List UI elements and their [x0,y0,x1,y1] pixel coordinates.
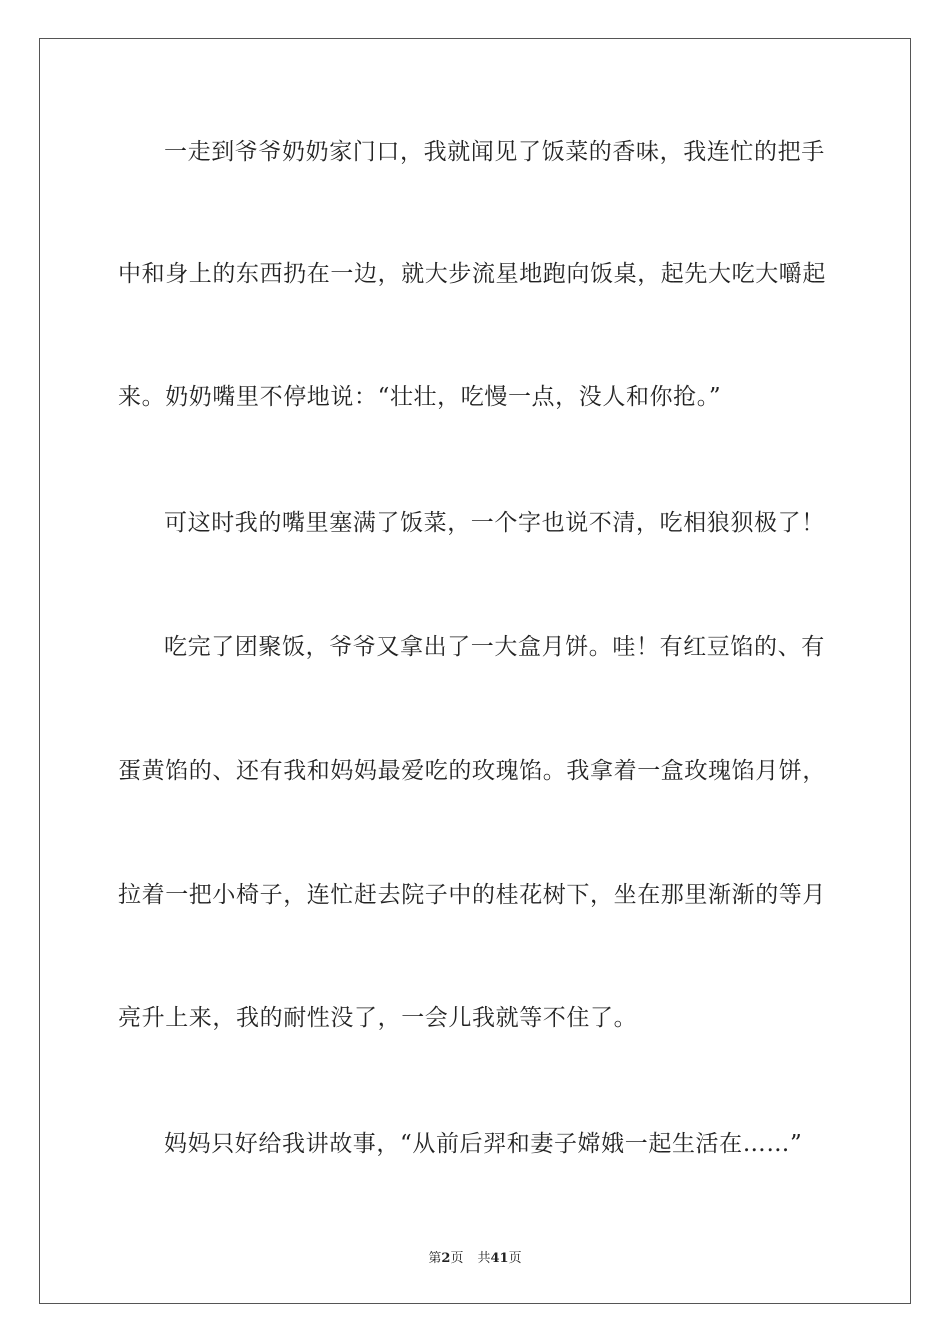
page-prefix: 第 [428,1251,442,1266]
total-suffix: 页 [508,1251,522,1266]
page-number: 2 [441,1251,451,1266]
page-border [39,38,911,1304]
total-pages: 41 [490,1251,509,1266]
paragraph-line-9: 妈妈只好给我讲故事，“从前后羿和妻子嫦娥一起生活在……” [164,1131,803,1157]
paragraph-line-4: 可这时我的嘴里塞满了饭菜，一个字也说不清，吃相狼狈极了！ [164,510,825,536]
page-suffix: 页 [450,1251,464,1266]
paragraph-line-5: 吃完了团聚饭，爷爷又拿出了一大盒月饼。哇！有红豆馅的、有 [164,634,825,660]
paragraph-line-2: 中和身上的东西扔在一边，就大步流星地跑向饭桌，起先大吃大嚼起 [118,261,826,287]
paragraph-line-6: 蛋黄馅的、还有我和妈妈最爱吃的玫瑰馅。我拿着一盒玫瑰馅月饼， [118,758,826,784]
paragraph-line-1: 一走到爷爷奶奶家门口，我就闻见了饭菜的香味，我连忙的把手 [164,139,825,165]
total-prefix: 共 [477,1251,491,1266]
paragraph-line-3: 来。奶奶嘴里不停地说：“壮壮，吃慢一点，没人和你抢。” [118,384,722,410]
page-footer [0,1247,950,1266]
paragraph-line-7: 拉着一把小椅子，连忙赶去院子中的桂花树下，坐在那里渐渐的等月 [118,882,826,908]
paragraph-line-8: 亮升上来，我的耐性没了，一会儿我就等不住了。 [118,1005,638,1031]
